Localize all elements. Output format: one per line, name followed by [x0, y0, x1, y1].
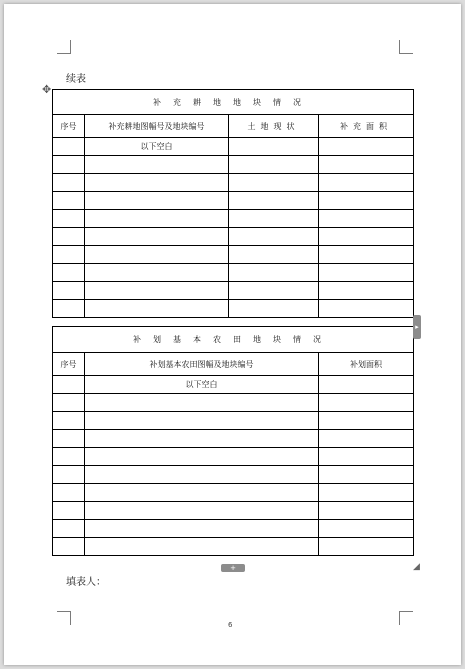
table1-header-plot-number: 补充耕地图幅号及地块编号 — [85, 115, 229, 138]
table-row — [53, 430, 414, 448]
table-cell[interactable] — [53, 520, 85, 538]
table1-title: 补充耕地地块情况 — [53, 90, 414, 115]
move-handle-icon[interactable]: ✥ — [42, 83, 52, 96]
table-cell[interactable] — [85, 300, 229, 318]
table-cell[interactable] — [319, 228, 414, 246]
table-row — [53, 412, 414, 430]
table-cell[interactable] — [229, 156, 319, 174]
table-cell[interactable] — [319, 466, 414, 484]
table-cell[interactable] — [319, 484, 414, 502]
table-row — [53, 538, 414, 556]
table-row — [53, 264, 414, 282]
table-cell[interactable] — [53, 484, 85, 502]
table-cell[interactable] — [85, 430, 319, 448]
table-cell[interactable] — [319, 246, 414, 264]
table-cell[interactable] — [53, 246, 85, 264]
table-cell[interactable] — [53, 394, 85, 412]
table-cell[interactable] — [53, 430, 85, 448]
table-row — [53, 156, 414, 174]
filler-label: 填表人： — [66, 577, 106, 588]
table-row — [53, 210, 414, 228]
supplementary-basic-farmland-table — [52, 326, 414, 556]
table1-header-area: 补充面积 — [319, 115, 414, 138]
crop-mark-bottom-left — [57, 611, 71, 625]
table-cell[interactable] — [319, 430, 414, 448]
table-cell[interactable] — [319, 538, 414, 556]
table-cell[interactable] — [85, 174, 229, 192]
table-cell[interactable] — [85, 520, 319, 538]
table-cell[interactable] — [85, 192, 229, 210]
table-cell[interactable] — [319, 520, 414, 538]
table-cell[interactable] — [85, 502, 319, 520]
table-row — [53, 228, 414, 246]
table-cell[interactable] — [319, 210, 414, 228]
page-number: 6 — [228, 621, 233, 629]
table-cell[interactable] — [53, 538, 85, 556]
table2-title: 补划基本农田地块情况 — [53, 327, 414, 353]
table-cell[interactable] — [229, 228, 319, 246]
table-cell[interactable] — [319, 300, 414, 318]
table-cell[interactable] — [53, 502, 85, 520]
table-cell[interactable] — [85, 466, 319, 484]
table-cell[interactable] — [53, 466, 85, 484]
table-cell[interactable] — [53, 138, 85, 156]
table-row — [53, 246, 414, 264]
table-cell[interactable] — [53, 412, 85, 430]
table-cell[interactable] — [85, 246, 229, 264]
table-cell[interactable] — [53, 156, 85, 174]
table-cell[interactable] — [319, 448, 414, 466]
table-cell[interactable] — [85, 448, 319, 466]
table-cell[interactable] — [319, 282, 414, 300]
resize-handle-icon[interactable]: ◢ — [413, 562, 420, 572]
crop-mark-top-right — [399, 40, 413, 54]
table-cell[interactable] — [319, 192, 414, 210]
table2-header-index: 序号 — [53, 353, 85, 376]
table-cell[interactable] — [85, 228, 229, 246]
table2-header-area: 补划面积 — [319, 353, 414, 376]
table-row — [53, 394, 414, 412]
table-cell[interactable] — [53, 228, 85, 246]
expand-right-icon[interactable]: ▸ — [413, 315, 421, 339]
table-cell[interactable] — [319, 174, 414, 192]
table-cell[interactable] — [53, 376, 85, 394]
table-cell[interactable] — [319, 138, 414, 156]
table-cell[interactable] — [319, 264, 414, 282]
table-cell[interactable] — [229, 282, 319, 300]
table-row — [53, 282, 414, 300]
table2-header-plot-number: 补划基本农田图幅及地块编号 — [85, 353, 319, 376]
table-cell[interactable] — [85, 538, 319, 556]
table-cell[interactable] — [229, 300, 319, 318]
table1-header-land-status: 土地现状 — [229, 115, 319, 138]
table-cell[interactable] — [53, 282, 85, 300]
table-cell[interactable] — [85, 412, 319, 430]
table-cell[interactable] — [319, 394, 414, 412]
table-row — [53, 466, 414, 484]
table-row — [53, 448, 414, 466]
table-row — [53, 484, 414, 502]
table-cell[interactable] — [319, 376, 414, 394]
table-cell[interactable] — [229, 210, 319, 228]
crop-mark-bottom-right — [399, 611, 413, 625]
table-cell[interactable] — [85, 282, 229, 300]
table-row — [53, 520, 414, 538]
table-cell[interactable] — [85, 484, 319, 502]
table-row — [53, 300, 414, 318]
table1-blank-note[interactable]: 以下空白 — [85, 138, 229, 156]
table-cell[interactable] — [229, 246, 319, 264]
table-cell[interactable] — [229, 264, 319, 282]
table-cell[interactable] — [319, 156, 414, 174]
table-cell[interactable] — [53, 448, 85, 466]
add-row-icon[interactable]: + — [221, 564, 245, 572]
table-row — [53, 174, 414, 192]
table-cell[interactable] — [53, 300, 85, 318]
table-cell[interactable] — [53, 210, 85, 228]
table-cell[interactable] — [229, 174, 319, 192]
table-cell[interactable] — [53, 192, 85, 210]
table-cell[interactable] — [53, 264, 85, 282]
table-row — [53, 192, 414, 210]
table-cell[interactable] — [319, 502, 414, 520]
document-page — [4, 4, 461, 665]
table-cell[interactable] — [229, 192, 319, 210]
table-cell[interactable] — [53, 174, 85, 192]
table2-blank-note[interactable]: 以下空白 — [85, 376, 319, 394]
table-cell[interactable] — [319, 412, 414, 430]
crop-mark-top-left — [57, 40, 71, 54]
table-cell[interactable] — [85, 264, 229, 282]
heading-continued: 续表 — [66, 74, 86, 85]
supplementary-farmland-table — [52, 89, 414, 318]
table-cell[interactable] — [85, 394, 319, 412]
table-row — [53, 502, 414, 520]
table-cell[interactable] — [85, 210, 229, 228]
table-cell[interactable] — [85, 156, 229, 174]
table-cell[interactable] — [229, 138, 319, 156]
table1-header-index: 序号 — [53, 115, 85, 138]
